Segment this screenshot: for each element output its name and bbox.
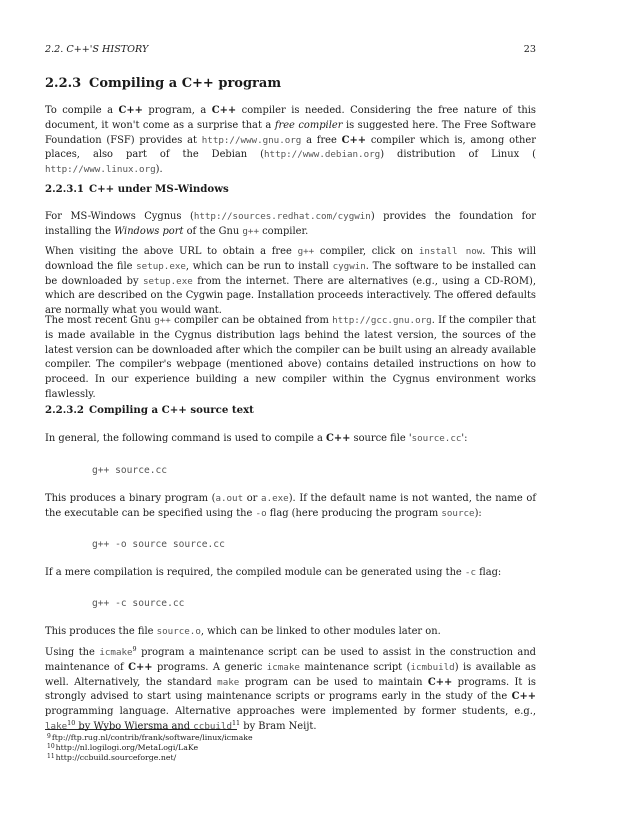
link-linux[interactable]: http://www.linux.org — [45, 164, 156, 176]
footnote-11: $^{11}$http://ccbuild.sourceforge.net/ — [47, 753, 177, 762]
footnote-ref-10[interactable]: 10 — [67, 718, 76, 727]
section-heading-2-2-3-1: 2.2.3.1 C++ under MS-Windows — [45, 183, 229, 195]
running-head — [45, 44, 536, 58]
footnote-link-lake[interactable]: http://nl.logilogi.org/MetaLogi/LaKe — [55, 743, 199, 752]
paragraph-compile-command: In general, the following command is used to compile a C++ source file 'source.cc': — [45, 433, 468, 444]
footnote-10: $^{10}$http://nl.logilogi.org/MetaLogi/LaKe — [47, 743, 199, 752]
paragraph-object-file: This produces the file source.o, which can be linked to other modules later on. — [45, 626, 441, 637]
footnote-rule — [45, 729, 237, 730]
code-example-compile-only: g++ -c source.cc — [92, 598, 185, 609]
running-head-section: 2.2. C++'S HISTORY — [45, 44, 149, 55]
paragraph-binary-program: This produces a binary program (a.out or a.exe). If the default name is not wanted, the name of the executable can be specified using the -o flag (here producing the program source): — [45, 493, 536, 519]
footnote-ref-9[interactable]: 9 — [132, 645, 137, 653]
section-heading-2-2-3-2: 2.2.3.2 Compiling a C++ source text — [45, 404, 254, 416]
paragraph-download: When visiting the above URL to obtain a free g++ compiler, click on install now. This will download the file setup.exe, which can be run to install cygwin. The software to be installed can be downloaded by setup.exe from the internet. There are alternatives (e.g., using a CD-ROM), which are described on the Cygwin page. Installation proceeds interactively. The offered defaults are normally what you would want. — [45, 246, 536, 317]
link-gnu[interactable]: http://www.gnu.org — [201, 134, 302, 146]
link-gcc[interactable]: http://gcc.gnu.org — [332, 315, 432, 326]
footnote-9: $^9$ftp://ftp.rug.nl/contrib/frank/software/linux/icmake — [47, 733, 253, 742]
page-number: 23 — [523, 44, 536, 55]
paragraph-compile-intro: To compile a C++ program, a C++ compiler is needed. Considering the free nature of this document, it won't come as a surprise that a free compiler is suggested here. The Free Software Foundation (FSF) provides at http://www.gnu.org a free C++ compiler which is, among other places, also part of the Debian (http://www.debian.org) distribution of Linux ( http://www.linux.org). — [45, 105, 537, 176]
paragraph-mere-compilation: If a mere compilation is required, the compiled module can be generated using the -c flag: — [45, 567, 502, 578]
footnote-ref-11[interactable]: 11 — [231, 718, 241, 727]
paragraph-maintenance-scripts: Using the icmake$^9$ program a maintenance script can be used to assist in the construction and maintenance of C++ programs. A generic icmake maintenance script (icmbuild) is available as well. Alternatively, the standard make program can be used to maintain C++ programs. It is strongly advised to start using maintenance scripts or programs early in the study of the C++ programming language. Alternative approaches were implemented by former students, e.g., lake$^{10}$ by Wybo Wiersma and ccbuild$^{11}$ by Bram Neijt. — [45, 645, 537, 732]
footnote-link-ccbuild[interactable]: http://ccbuild.sourceforge.net/ — [55, 753, 177, 762]
code-example-output-name: g++ -o source source.cc — [92, 539, 225, 550]
paragraph-recent-gnu: The most recent Gnu g++ compiler can be obtained from http://gcc.gnu.org. If the compiler that is made available in the Cygnus distribution lags behind the latest version, the sources of the latest version can be downloaded after which the compiler can be built using an already available compiler. The compiler's webpage (mentioned above) contains detailed instructions on how to proceed. In our experience building a new compiler within the Cygnus environment works flawlessly. — [45, 315, 537, 400]
code-example-compile: g++ source.cc — [92, 465, 168, 476]
footnote-link-icmake[interactable]: ftp://ftp.rug.nl/contrib/frank/software/linux/icmake — [51, 733, 253, 742]
section-heading-2-2-3: 2.2.3 Compiling a C++ program — [45, 76, 282, 91]
link-debian[interactable]: http://www.debian.org — [264, 149, 381, 161]
link-cygwin[interactable]: http://sources.redhat.com/cygwin — [193, 211, 371, 222]
paragraph-cygnus: For MS-Windows Cygnus (http://sources.redhat.com/cygwin) provides the foundation for installing the Windows port of the Gnu g++ compiler. — [45, 211, 536, 237]
